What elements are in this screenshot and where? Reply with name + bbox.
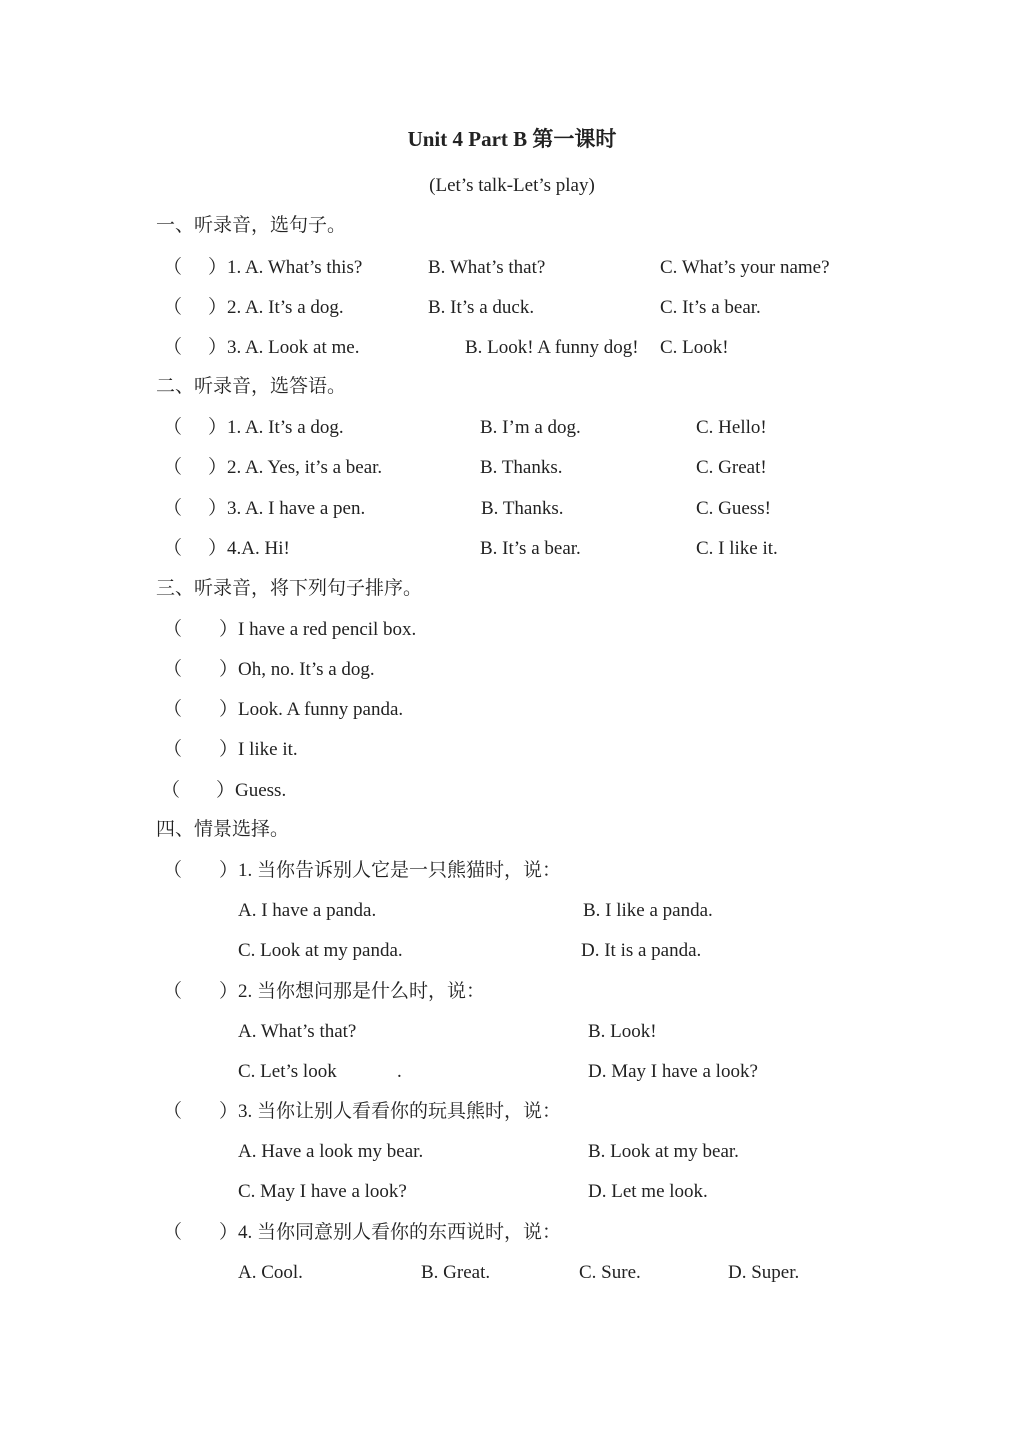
answer-paren[interactable]: （ bbox=[163, 457, 183, 478]
s2-q2-c: C. Great! bbox=[696, 457, 767, 478]
s1-q3: ）3. A. Look at me. bbox=[208, 337, 360, 358]
s4-q2-b: B. Look! bbox=[588, 1021, 657, 1042]
s1-q1-b: B. What’s that? bbox=[428, 257, 546, 278]
s2-q1: ）1. A. It’s a dog. bbox=[208, 417, 344, 438]
s4-q3-b: B. Look at my bear. bbox=[588, 1141, 739, 1162]
s2-q3-b: B. Thanks. bbox=[481, 498, 564, 519]
s4-q4-a: A. Cool. bbox=[238, 1262, 303, 1283]
s1-q1-c: C. What’s your name? bbox=[660, 257, 830, 278]
answer-paren[interactable]: （ bbox=[163, 1101, 183, 1122]
s2-q4-c: C. I like it. bbox=[696, 538, 778, 559]
s1-q2-b: B. It’s a duck. bbox=[428, 297, 535, 318]
section2-heading: 二、听录音，选答语。 bbox=[156, 376, 347, 397]
s1-q3-b: B. Look! A funny dog! bbox=[465, 337, 639, 358]
answer-paren[interactable]: （ bbox=[163, 538, 183, 559]
answer-paren[interactable]: （ bbox=[163, 257, 183, 278]
s2-q3: ）3. A. I have a pen. bbox=[208, 498, 366, 519]
s4-q4-c: C. Sure. bbox=[579, 1262, 641, 1283]
s2-q3-c: C. Guess! bbox=[696, 498, 771, 519]
answer-paren[interactable]: （ bbox=[163, 337, 183, 358]
s2-q4-b: B. It’s a bear. bbox=[480, 538, 581, 559]
s4-q2: ）2. 当你想问那是什么时，说： bbox=[219, 981, 486, 1002]
page-title: Unit 4 Part B 第一课时 bbox=[407, 127, 617, 151]
s4-q4-d: D. Super. bbox=[728, 1262, 800, 1283]
s4-q2-c: C. Let’s look bbox=[238, 1061, 337, 1082]
s4-q1-d: D. It is a panda. bbox=[581, 940, 702, 961]
section3-heading: 三、听录音，将下列句子排序。 bbox=[156, 578, 423, 599]
s3-sentence: ）I like it. bbox=[219, 739, 298, 760]
page-subtitle: (Let’s talk-Let’s play) bbox=[429, 175, 595, 196]
s4-q1-c: C. Look at my panda. bbox=[238, 940, 403, 961]
s4-q2-d: D. May I have a look? bbox=[588, 1061, 758, 1082]
answer-paren[interactable]: （ bbox=[161, 780, 181, 801]
s3-sentence: ）Look. A funny panda. bbox=[219, 699, 404, 720]
answer-paren[interactable]: （ bbox=[163, 1222, 183, 1243]
s4-q2-a: A. What’s that? bbox=[238, 1021, 357, 1042]
answer-paren[interactable]: （ bbox=[163, 981, 183, 1002]
s4-q2-c-dot: . bbox=[397, 1061, 402, 1082]
s1-q1: ）1. A. What’s this? bbox=[208, 257, 363, 278]
answer-paren[interactable]: （ bbox=[163, 619, 183, 640]
section1-heading: 一、听录音，选句子。 bbox=[156, 215, 347, 236]
s2-q1-b: B. I’m a dog. bbox=[480, 417, 581, 438]
s4-q3-c: C. May I have a look? bbox=[238, 1181, 407, 1202]
answer-paren[interactable]: （ bbox=[163, 297, 183, 318]
s4-q4-b: B. Great. bbox=[421, 1262, 491, 1283]
s4-q1: ）1. 当你告诉别人它是一只熊猫时，说： bbox=[219, 860, 562, 881]
s3-sentence: ）Guess. bbox=[216, 780, 287, 801]
s1-q2-c: C. It’s a bear. bbox=[660, 297, 761, 318]
answer-paren[interactable]: （ bbox=[163, 860, 183, 881]
s3-sentence: ）I have a red pencil box. bbox=[219, 619, 417, 640]
s4-q3: ）3. 当你让别人看看你的玩具熊时，说： bbox=[219, 1101, 562, 1122]
s3-sentence: ）Oh, no. It’s a dog. bbox=[219, 659, 375, 680]
answer-paren[interactable]: （ bbox=[163, 498, 183, 519]
s4-q1-a: A. I have a panda. bbox=[238, 900, 377, 921]
answer-paren[interactable]: （ bbox=[163, 659, 183, 680]
s2-q1-c: C. Hello! bbox=[696, 417, 767, 438]
s1-q3-c: C. Look! bbox=[660, 337, 729, 358]
answer-paren[interactable]: （ bbox=[163, 699, 183, 720]
s1-q2: ）2. A. It’s a dog. bbox=[208, 297, 344, 318]
s4-q3-a: A. Have a look my bear. bbox=[238, 1141, 424, 1162]
answer-paren[interactable]: （ bbox=[163, 739, 183, 760]
s4-q4: ）4. 当你同意别人看你的东西说时，说： bbox=[219, 1222, 562, 1243]
s4-q3-d: D. Let me look. bbox=[588, 1181, 708, 1202]
s2-q2-b: B. Thanks. bbox=[480, 457, 563, 478]
s4-q1-b: B. I like a panda. bbox=[583, 900, 713, 921]
answer-paren[interactable]: （ bbox=[163, 417, 183, 438]
s2-q2: ）2. A. Yes, it’s a bear. bbox=[208, 457, 383, 478]
section4-heading: 四、情景选择。 bbox=[156, 819, 290, 840]
s2-q4: ）4.A. Hi! bbox=[208, 538, 290, 559]
